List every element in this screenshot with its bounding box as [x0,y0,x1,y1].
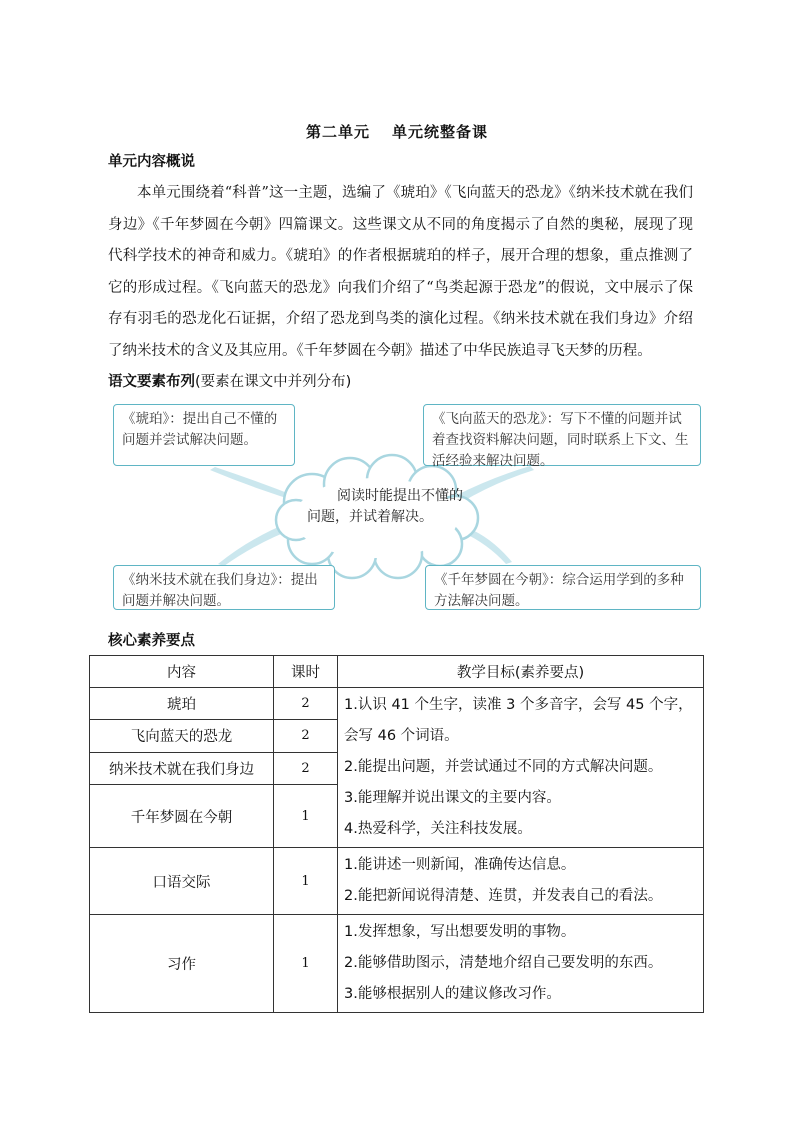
lesson-goals [338,915,704,1013]
header-content: 内容 [90,656,274,688]
lesson-hours: 2 [274,719,338,752]
goal-item: 1.能讲述一则新闻，准确传达信息。 [344,857,576,873]
overview-text: 本单元围绕着“科普”这一主题，选编了《琥珀》《飞向蓝天的恐龙》《纳米技术就在我们身边》《千年梦圆在今朝》四篇课文。这些课文从不同的角度揭示了自然的奥秘，展现了现代科学技术的神奇和威力。《琥珀》的作者根据琥珀的样子，展开合理的想象，重点推测了它的形成过程。《飞向蓝天的恐龙》向我们介绍了“鸟类起源于恐龙”的假说，文中展示了保存有羽毛的恐龙化石证据，介绍了恐龙到鸟类的演化过程。《纳米技术就在我们身边》介绍了纳米技术的含义及其应用。《千年梦圆在今朝》描述了中华民族追寻飞天梦的历程。 [108,185,693,359]
lesson-name: 飞向蓝天的恐龙 [90,719,274,752]
lesson-name: 习作 [90,915,274,1013]
element-box-dinosaur: 《飞向蓝天的恐龙》：写下不懂的问题并试着查找资料解决问题，同时联系上下文、生活经验来解决问题。 [423,404,701,466]
lesson-hours: 1 [274,785,338,848]
lesson-hours: 2 [274,752,338,785]
elements-heading-note: (要素在课文中并列分布) [195,374,352,390]
lesson-name: 口语交际 [90,848,274,915]
goal-item: 4.热爱科学，关注科技发展。 [344,821,532,837]
core-table [89,655,704,1013]
title-unit: 第二单元 [305,123,370,141]
lesson-name: 琥珀 [90,688,274,720]
table-row [90,848,704,915]
goal-item: 2.能把新闻说得清楚、连贯，并发表自己的看法。 [344,888,663,904]
elements-diagram [0,390,794,630]
title-name: 单元统整备课 [392,123,489,141]
overview-heading: 单元内容概说 [108,154,195,170]
lesson-hours: 1 [274,915,338,1013]
table-row [90,915,704,1013]
lesson-goals [338,848,704,915]
lesson-hours: 2 [274,688,338,720]
lesson-name: 纳米技术就在我们身边 [90,752,274,785]
element-box-hupo: 《琥珀》：提出自己不懂的问题并尝试解决问题。 [113,404,295,466]
elements-heading-main: 语文要素布列 [108,374,195,390]
goal-item: 1.认识 41 个生字，读准 3 个多音字，会写 45 个字，会写 46 个词语。 [344,697,693,744]
goal-item: 3.能理解并说出课文的主要内容。 [344,790,561,806]
lesson-goals [338,688,704,848]
center-text: 阅读时能提出不懂的问题，并试着解决。 [307,488,463,525]
goal-item: 1.发挥想象，写出想要发明的事物。 [344,924,576,940]
element-box-nano: 《纳米技术就在我们身边》：提出问题并解决问题。 [113,565,335,610]
lesson-hours: 1 [274,848,338,915]
core-heading: 核心素养要点 [108,633,195,649]
elements-heading [108,370,351,391]
center-element-text [307,486,467,528]
header-hours: 课时 [274,656,338,688]
goal-item: 2.能够借助图示，清楚地介绍自己要发明的东西。 [344,955,663,971]
element-box-dream: 《千年梦圆在今朝》：综合运用学到的多种方法解决问题。 [425,565,701,610]
table-row [90,688,704,720]
goal-item: 3.能够根据别人的建议修改习作。 [344,986,561,1002]
lesson-name: 千年梦圆在今朝 [90,785,274,848]
goal-item: 2.能提出问题，并尝试通过不同的方式解决问题。 [344,759,663,775]
header-goals: 教学目标(素养要点) [338,656,704,688]
table-header-row [90,656,704,688]
page-title [0,121,794,142]
